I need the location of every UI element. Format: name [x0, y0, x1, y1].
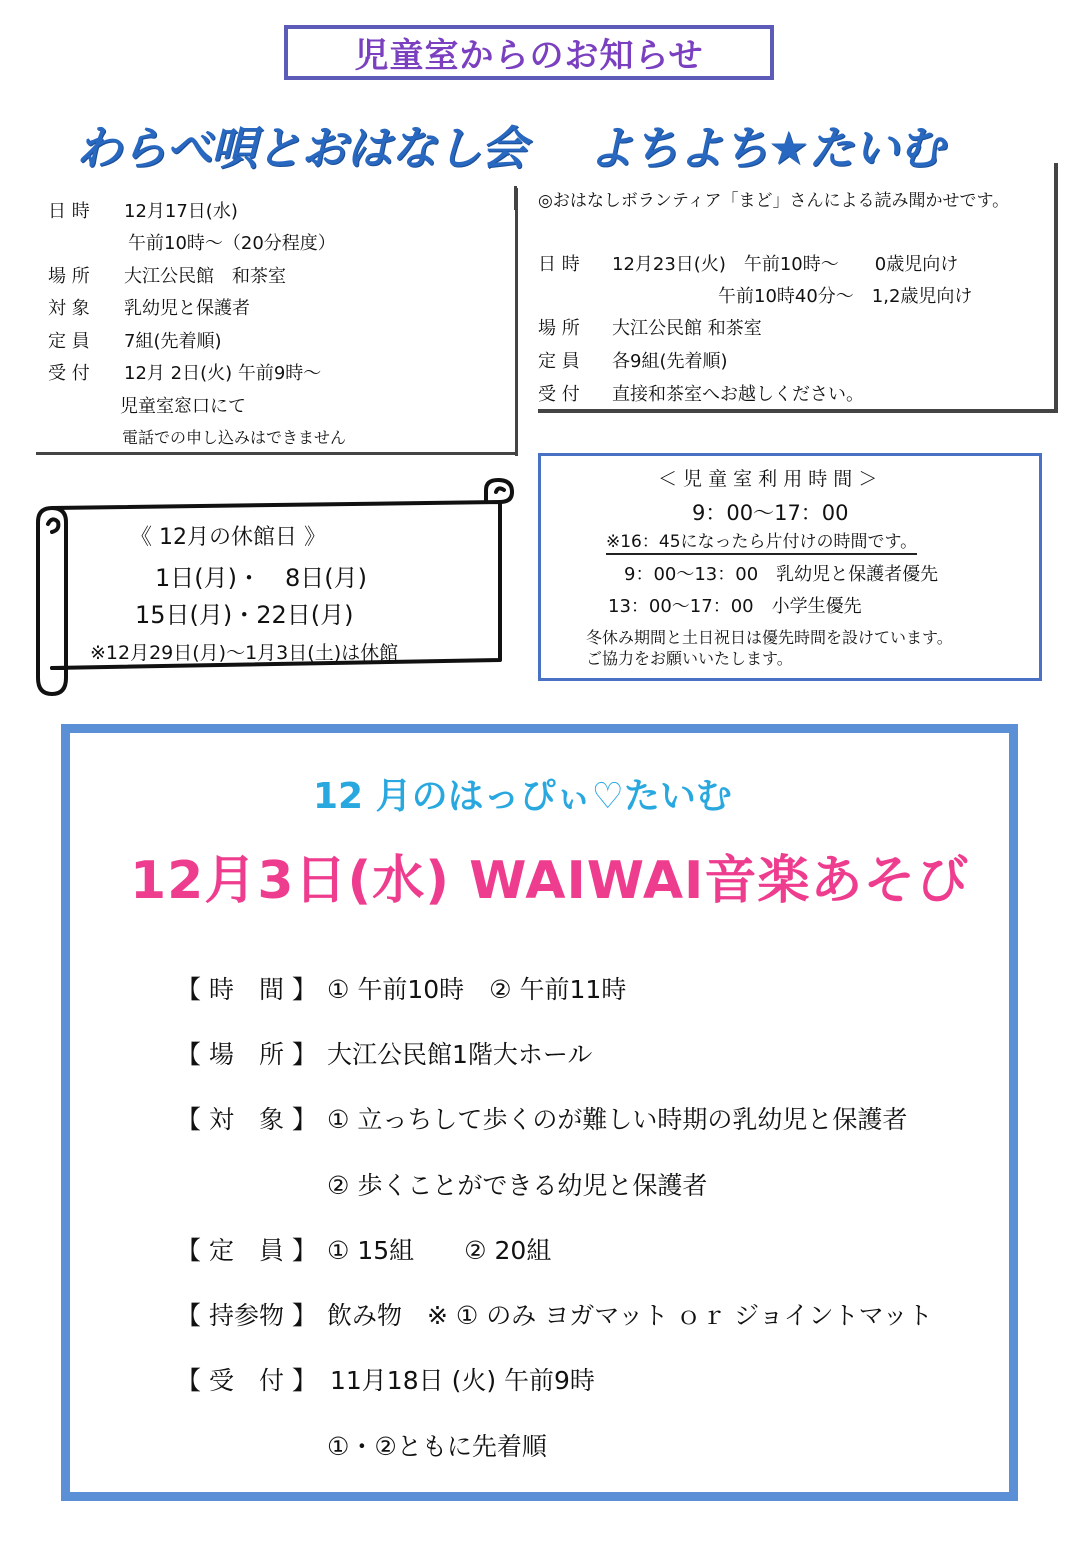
happy-row-value: 飲み物 ※ ① のみ ヨガマット ｏｒ ジョイントマット — [327, 1301, 933, 1330]
page-title: 児童室からのお知らせ — [354, 36, 704, 76]
yochi-date-value: 12月23日(火) 午前10時～ 0歳児向け — [612, 254, 959, 275]
warabe-reception-value: 12月 2日(火) 午前9時～ — [124, 363, 322, 384]
header-box — [284, 25, 774, 80]
happy-row-label: 【 場 所 】 — [176, 1040, 317, 1069]
warabe-place-label: 場 所 — [48, 266, 90, 287]
warabe-capacity-value: 7組(先着順) — [124, 331, 222, 352]
yochi-box-border-bottom — [538, 409, 1058, 413]
warabe-reception-place: 児童室窓口にて — [120, 396, 246, 417]
happy-row-value: ① 午前10時 ② 午前11時 — [327, 975, 627, 1004]
happy-row-value: 11月18日 (火) 午前9時 — [330, 1366, 595, 1395]
hours-remark1: 冬休み期間と土日祝日は優先時間を設けています。 — [586, 628, 953, 647]
happy-subtitle: 12 月のはっぴぃ♡たいむ — [313, 776, 732, 817]
happy-row-label: 【 持参物 】 — [176, 1301, 317, 1330]
closed-title: 《 12月の休館日 》 — [130, 525, 326, 550]
happy-row-value: ① 立っちして歩くのが難しい時期の乳幼児と保護者 — [327, 1105, 908, 1134]
yochi-title: よちよち★たいむ — [588, 121, 944, 175]
happy-main-title: 12月3日(水) WAIWAI音楽あそび — [130, 851, 970, 911]
hours-note: ※16：45になったら片付けの時間です。 — [606, 527, 917, 555]
warabe-date-label: 日 時 — [48, 201, 90, 222]
warabe-place-value: 大江公民館 和茶室 — [124, 266, 286, 287]
yochi-place-label: 場 所 — [538, 318, 580, 339]
yochi-intro: ◎おはなしボランティア「まど」さんによる読み聞かせです。 — [538, 191, 1010, 211]
warabe-reception-label: 受 付 — [48, 363, 90, 384]
happy-row-label: 【 受 付 】 — [176, 1366, 317, 1395]
closed-note: ※12月29日(月)～1月3日(土)は休館 — [90, 642, 399, 664]
warabe-title: わらべ唄とおはなし会 — [76, 121, 526, 175]
warabe-target-label: 対 象 — [48, 298, 90, 319]
warabe-box-border-bottom — [36, 452, 518, 455]
happy-row-label: 【 定 員 】 — [176, 1236, 317, 1265]
yochi-reception-label: 受 付 — [538, 384, 580, 405]
warabe-target-value: 乳幼児と保護者 — [124, 298, 250, 319]
happy-row-label: 【 対 象 】 — [176, 1105, 317, 1134]
happy-row-value: ② 歩くことができる幼児と保護者 — [327, 1171, 708, 1200]
yochi-capacity-label: 定 員 — [538, 351, 580, 372]
yochi-box-border-right — [1054, 163, 1058, 413]
hours-remark2: ご協力をお願いいたします。 — [586, 649, 793, 668]
yochi-reception-value: 直接和茶室へお越しください。 — [612, 384, 864, 405]
yochi-place-value: 大江公民館 和茶室 — [612, 318, 762, 339]
warabe-time-value: 午前10時～（20分程度） — [128, 233, 336, 254]
hours-slot1: 9：00～13：00 乳幼児と保護者優先 — [624, 564, 939, 585]
hours-time: 9：00～17：00 — [692, 501, 849, 525]
happy-row-label: 【 時 間 】 — [176, 975, 317, 1004]
warabe-date-value: 12月17日(水) — [124, 201, 238, 222]
hours-title: ＜ 児 童 室 利 用 時 間 ＞ — [658, 468, 878, 490]
happy-row-value: ① 15組 ② 20組 — [327, 1236, 552, 1265]
yochi-date-label: 日 時 — [538, 254, 580, 275]
closed-line1: 1日(月)・ 8日(月) — [155, 564, 367, 592]
hours-slot2: 13：00～17：00 小学生優先 — [608, 596, 862, 617]
yochi-time-value2: 午前10時40分～ 1,2歳児向け — [718, 286, 973, 307]
warabe-box-border-right — [515, 188, 518, 456]
warabe-capacity-label: 定 員 — [48, 331, 90, 352]
happy-row-value: 大江公民館1階大ホール — [327, 1040, 593, 1069]
yochi-box-border-left — [514, 186, 517, 210]
warabe-reception-note: 電話での申し込みはできません — [122, 428, 347, 447]
happy-row-value: ①・②ともに先着順 — [327, 1432, 547, 1461]
closed-line2: 15日(月)・22日(月) — [135, 601, 354, 629]
yochi-capacity-value: 各9組(先着順) — [612, 351, 728, 372]
